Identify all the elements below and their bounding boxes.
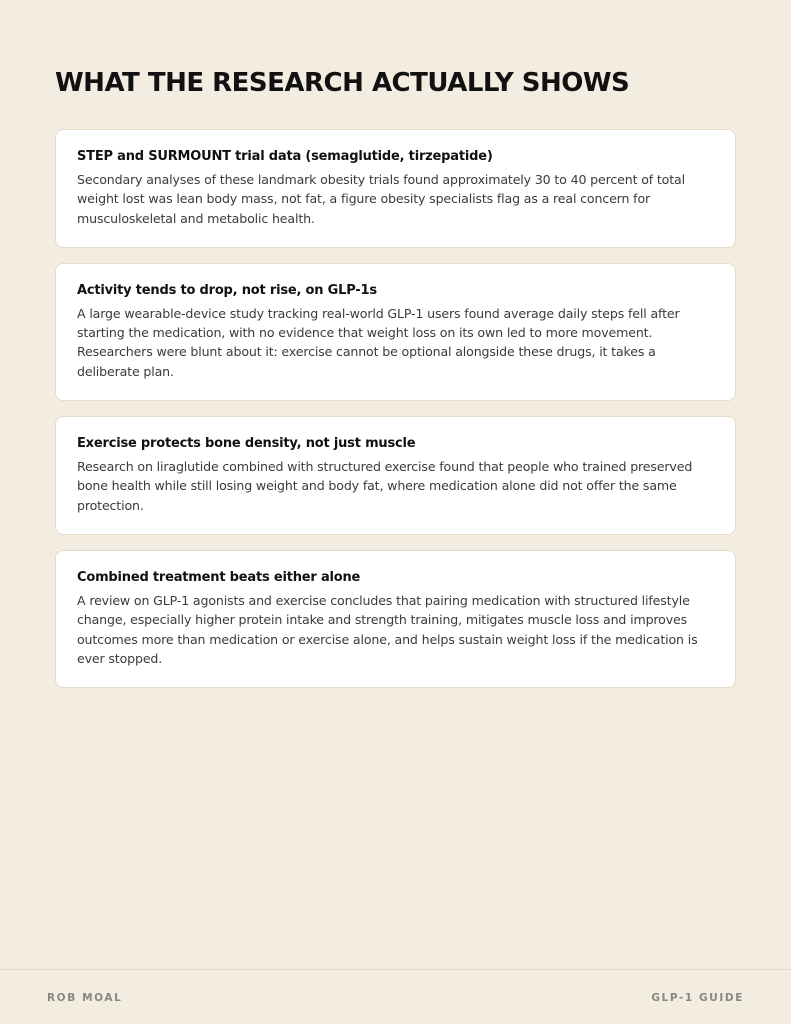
card-body: A review on GLP-1 agonists and exercise concludes that pairing medication with structured lifestyle change, especially higher protein intake and strength training, mitigates muscle loss and improves outcomes more than medication or exercise alone, and helps sustain weight loss if the medication is ever stopped. bbox=[77, 592, 698, 666]
research-card bbox=[55, 263, 736, 401]
card-title: Exercise protects bone density, not just muscle bbox=[77, 436, 416, 452]
card-body: Secondary analyses of these landmark obesity trials found approximately 30 to 40 percent of total weight lost was lean body mass, not fat, a figure obesity specialists flag as a real concern for musculoskeletal and metabolic health. bbox=[77, 172, 685, 226]
card-title: Combined treatment beats either alone bbox=[77, 569, 361, 585]
card-title: Activity tends to drop, not rise, on GLP-1s bbox=[77, 282, 377, 298]
card-title: STEP and SURMOUNT trial data (semaglutide, tirzepatide) bbox=[77, 149, 493, 164]
footer-guide-name: GLP-1 GUIDE bbox=[651, 992, 744, 1004]
research-card bbox=[55, 550, 736, 688]
research-cards bbox=[55, 129, 736, 703]
page-title: WHAT THE RESEARCH ACTUALLY SHOWS bbox=[55, 68, 630, 98]
card-body: A large wearable-device study tracking real-world GLP-1 users found average daily steps fell after starting the medication, with no evidence that weight loss on its own led to more movement. Researchers were blunt about it: exercise cannot be optional alongside these drugs, it takes a deliberate plan. bbox=[77, 305, 680, 379]
card-body: Research on liraglutide combined with structured exercise found that people who trained preserved bone health while still losing weight and body fat, where medication alone did not offer the same protection. bbox=[77, 459, 693, 513]
research-card bbox=[55, 129, 736, 248]
research-card bbox=[55, 416, 736, 535]
page-footer bbox=[0, 969, 791, 1024]
footer-author: ROB MOAL bbox=[47, 992, 123, 1004]
